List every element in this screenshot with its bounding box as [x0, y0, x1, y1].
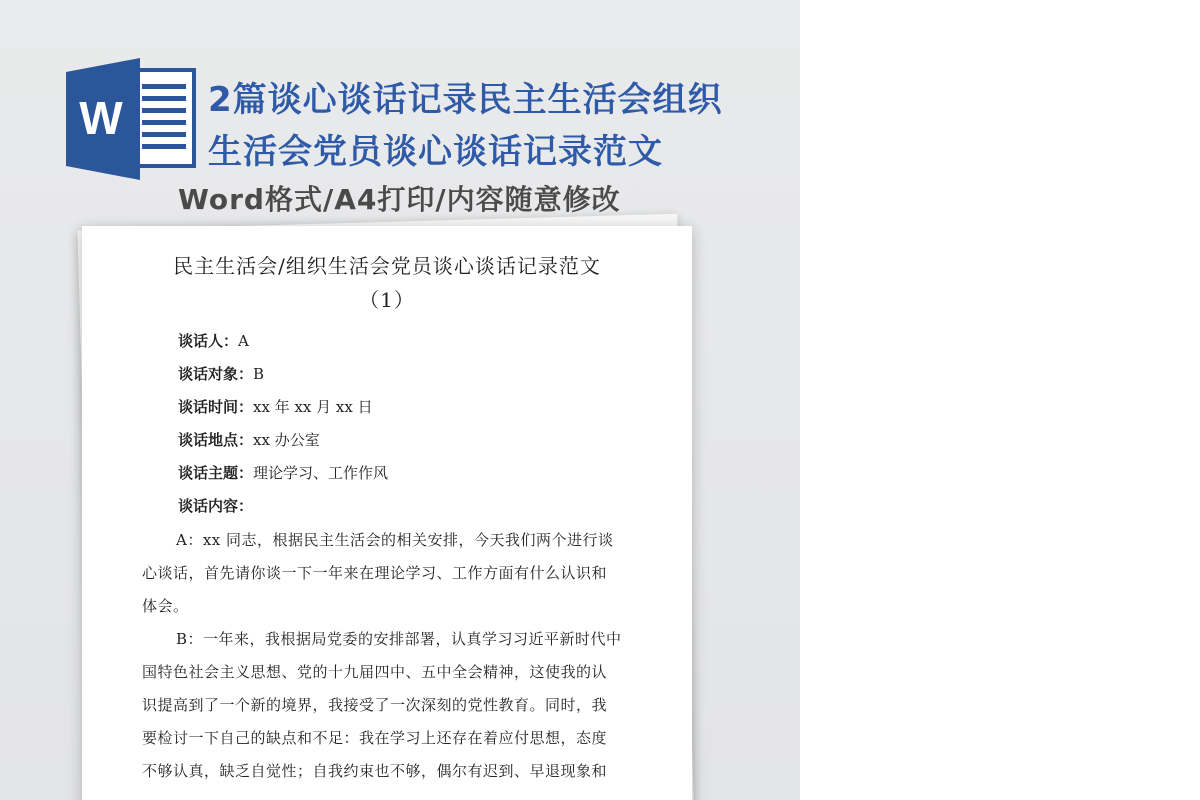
field-content	[178, 495, 253, 516]
field-label: 谈话地点：	[178, 431, 254, 449]
body-line: 识提高到了一个新的境界，我接受了一次深刻的党性教育。同时，我	[142, 696, 608, 714]
field-label: 谈话人：	[178, 332, 239, 350]
logo-letter: W	[79, 92, 123, 144]
field-value: xx 年 xx 月 xx 日	[253, 398, 373, 416]
body-line: 要检讨一下自己的缺点和不足：我在学习上还存在着应付思想，态度	[142, 729, 608, 747]
field-value: 理论学习、工作作风	[253, 464, 389, 482]
field-speaker	[178, 330, 249, 351]
body-line: 体会。	[142, 597, 189, 615]
banner-subtitle: Word格式/A4打印/内容随意修改	[178, 183, 621, 216]
banner-title-line1: 2篇谈心谈话记录民主生活会组织	[208, 80, 723, 120]
body-line: 国特色社会主义思想、党的十九届四中、五中全会精神，这使我的认	[142, 663, 608, 681]
blank-area	[800, 0, 1200, 800]
document-title: 民主生活会/组织生活会党员谈心谈话记录范文	[173, 254, 601, 278]
field-value: xx 办公室	[253, 431, 320, 449]
document-title-number: （1）	[359, 288, 415, 312]
field-label: 谈话主题：	[178, 464, 254, 482]
banner-title-line2: 生活会党员谈心谈话记录范文	[208, 132, 663, 172]
field-topic	[178, 462, 388, 483]
field-location	[178, 429, 320, 450]
word-document-icon	[66, 58, 196, 180]
field-value: A	[238, 332, 249, 350]
field-label: 谈话内容：	[178, 497, 254, 515]
body-line: B：一年来，我根据局党委的安排部署，认真学习习近平新时代中	[176, 630, 622, 648]
field-target	[178, 363, 264, 384]
body-line: 心谈话，首先请你谈一下一年来在理论学习、工作方面有什么认识和	[142, 564, 608, 582]
document-page	[82, 226, 692, 800]
body-line: A：xx 同志，根据民主生活会的相关安排，今天我们两个进行谈	[176, 531, 614, 549]
field-time	[178, 396, 373, 417]
field-value: B	[253, 365, 265, 383]
body-line: 不够认真，缺乏自觉性；自我约束也不够，偶尔有迟到、早退现象和	[142, 762, 608, 780]
field-label: 谈话时间：	[178, 398, 254, 416]
field-label: 谈话对象：	[178, 365, 254, 383]
